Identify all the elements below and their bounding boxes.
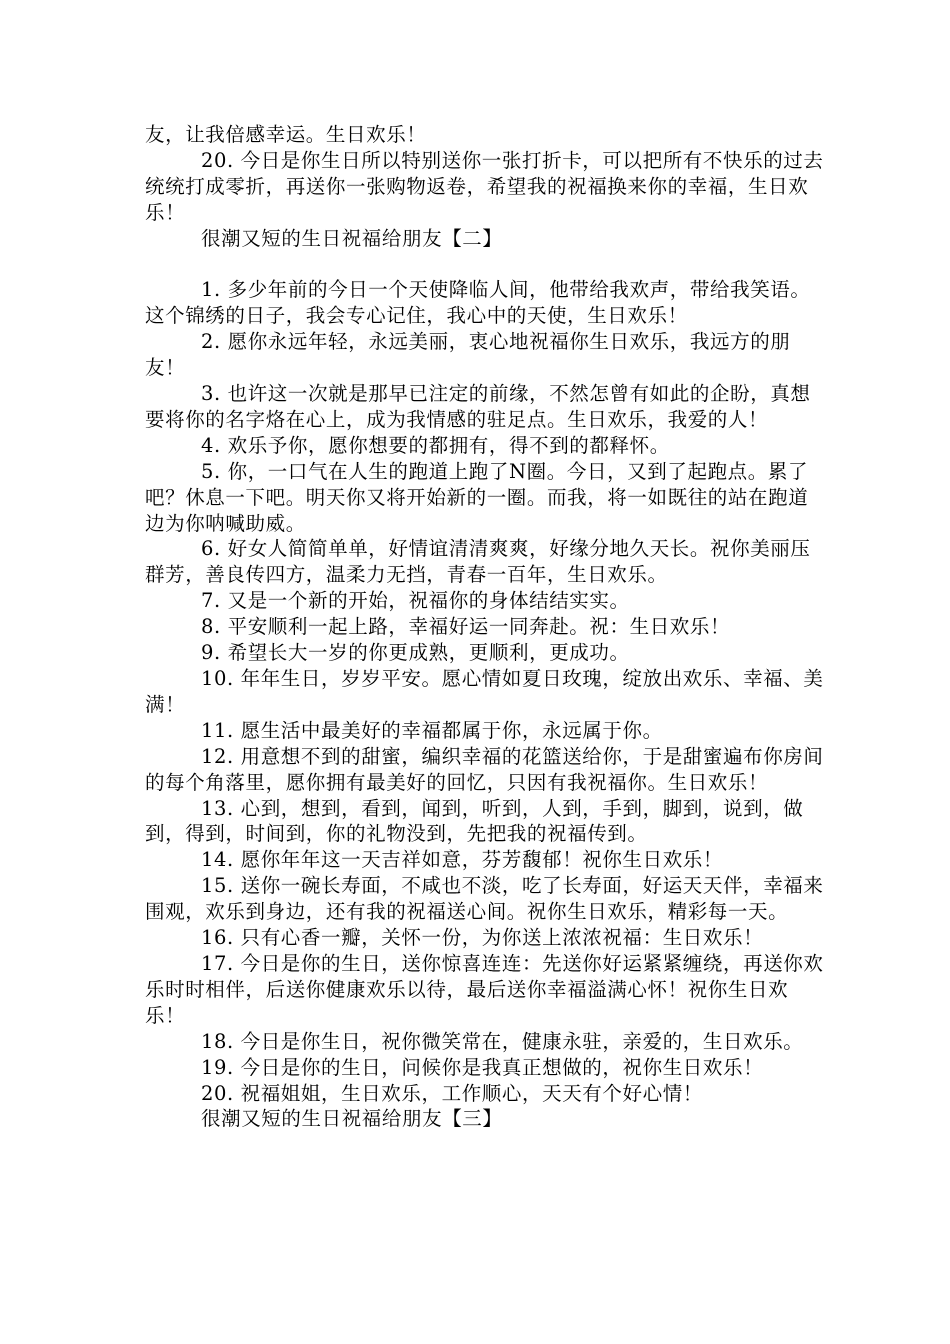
paragraph-continuation: 友，让我倍感幸运。生日欢乐！: [145, 123, 427, 146]
list-item: 17. 今日是你的生日，送你惊喜连连：先送你好运紧紧缠绕，再送你欢乐时时相伴，后送你健康欢乐以待，最后送你幸福溢满心怀！祝你生日欢乐！: [145, 951, 824, 1027]
list-item: 7. 又是一个新的开始，祝福你的身体结结实实。: [201, 589, 630, 613]
blank-line: [145, 252, 825, 278]
list-item: 12. 用意想不到的甜蜜，编织幸福的花篮送给你，于是甜蜜遍布你房间的每个角落里，愿你拥有最美好的回忆，只因有我祝福你。生日欢乐！: [145, 744, 824, 794]
list-item: 14. 愿你年年这一天吉祥如意，芬芳馥郁！祝你生日欢乐！: [201, 848, 724, 872]
list-item: 11. 愿生活中最美好的幸福都属于你，永远属于你。: [201, 718, 663, 742]
list-item: 15. 送你一碗长寿面，不咸也不淡，吃了长寿面，好运天天伴，幸福来围观，欢乐到身边，还有我的祝福送心间。祝你生日欢乐，精彩每一天。: [145, 874, 824, 924]
list-item: 1. 多少年前的今日一个天使降临人间，他带给我欢声，带给我笑语。这个锦绣的日子，我会专心记住，我心中的天使，生日欢乐！: [145, 278, 811, 328]
list-item: 4. 欢乐予你，愿你想要的都拥有，得不到的都释怀。: [201, 433, 670, 457]
list-item: 10. 年年生日，岁岁平安。愿心情如夏日玫瑰，绽放出欢乐、幸福、美满！: [145, 667, 824, 716]
section-heading-3: 很潮又短的生日祝福给朋友【三】: [201, 1107, 503, 1131]
document-body: [145, 122, 825, 1132]
list-item: 16. 只有心香一瓣，关怀一份，为你送上浓浓祝福：生日欢乐！: [201, 926, 764, 950]
list-item: 2. 愿你永远年轻，永远美丽，衷心地祝福你生日欢乐，我远方的朋友！: [145, 330, 791, 380]
list-item: 19. 今日是你的生日，问候你是我真正想做的，祝你生日欢乐！: [201, 1055, 764, 1079]
list-item: 20. 祝福姐姐，生日欢乐，工作顺心，天天有个好心情！: [201, 1081, 703, 1105]
list-item: 6. 好女人简简单单，好情谊清清爽爽，好缘分地久天长。祝你美丽压群芳，善良传四方，温柔力无挡，青春一百年，生日欢乐。: [145, 537, 811, 587]
list-item: 13. 心到，想到，看到，闻到，听到，人到，手到，脚到，说到，做到，得到，时间到，你的礼物没到，先把我的祝福传到。: [145, 796, 804, 846]
list-item: 3. 也许这一次就是那早已注定的前缘，不然怎曾有如此的企盼，真想要将你的名字烙在心上，成为我情感的驻足点。生日欢乐，我爱的人！: [145, 382, 811, 431]
list-item: 18. 今日是你生日，祝你微笑常在，健康永驻，亲爱的，生日欢乐。: [201, 1029, 804, 1053]
list-item: 9. 希望长大一岁的你更成熟，更顺利，更成功。: [201, 641, 630, 665]
list-item: 5. 你，一口气在人生的跑道上跑了N圈。今日，又到了起跑点。累了吧？休息一下吧。明天你又将开始新的一圈。而我，将一如既往的站在跑道边为你呐喊助威。: [145, 459, 809, 535]
paragraph-item-20-prev: 20. 今日是你生日所以特别送你一张打折卡，可以把所有不快乐的过去统统打成零折，再送你一张购物返卷，希望我的祝福换来你的幸福，生日欢乐！: [145, 148, 824, 224]
section-heading-2: 很潮又短的生日祝福给朋友【二】: [201, 226, 503, 250]
list-item: 8. 平安顺利一起上路，幸福好运一同奔赴。祝：生日欢乐！: [201, 615, 731, 639]
